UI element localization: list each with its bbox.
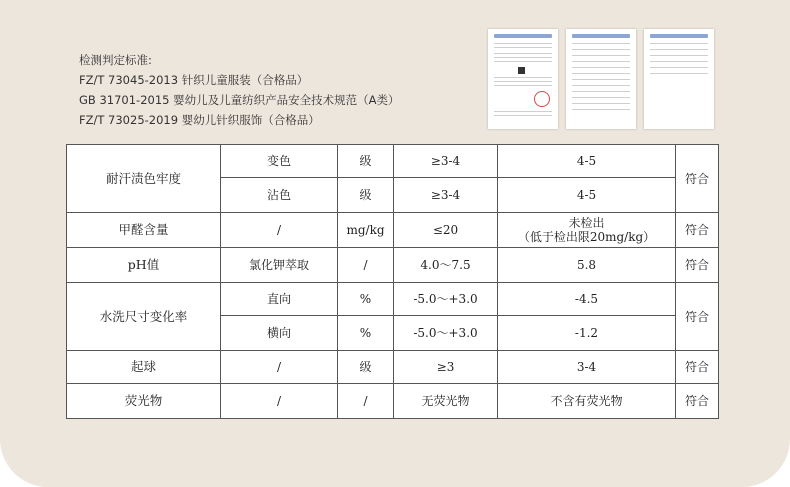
sub-item-cell: 氯化钾萃取: [221, 248, 338, 283]
unit-cell: 级: [338, 145, 394, 178]
result-cell: [498, 213, 676, 248]
result-cell: -4.5: [498, 283, 676, 316]
sub-item-cell: /: [221, 351, 338, 384]
standard-cell: -5.0～+3.0: [394, 283, 498, 316]
result-cell: 4-5: [498, 145, 676, 178]
qr-code-icon: [518, 67, 525, 74]
standard-line: FZ/T 73045-2013 针织儿童服装（合格品）: [79, 73, 309, 87]
seal-stamp-icon: [534, 91, 550, 107]
test-item-cell: 耐汗渍色牢度: [67, 145, 221, 213]
table-row: [67, 351, 719, 384]
report-thumbnail-3[interactable]: [644, 29, 714, 129]
table-row: [67, 384, 719, 419]
result-line: 未检出: [568, 216, 605, 230]
standard-cell: 无荧光物: [394, 384, 498, 419]
verdict-cell: 符合: [676, 283, 719, 351]
table-row: [67, 248, 719, 283]
standard-cell: -5.0～+3.0: [394, 316, 498, 351]
sub-item-cell: 直向: [221, 283, 338, 316]
test-item-cell: 水洗尺寸变化率: [67, 283, 221, 351]
standard-cell: 4.0～7.5: [394, 248, 498, 283]
result-cell: 5.8: [498, 248, 676, 283]
result-cell: -1.2: [498, 316, 676, 351]
unit-cell: 级: [338, 351, 394, 384]
unit-cell: mg/kg: [338, 213, 394, 248]
verdict-cell: 符合: [676, 351, 719, 384]
standard-line: FZ/T 73025-2019 婴幼儿针织服饰（合格品）: [79, 113, 320, 127]
unit-cell: %: [338, 283, 394, 316]
result-cell: 3-4: [498, 351, 676, 384]
verdict-cell: 符合: [676, 248, 719, 283]
table-row: [67, 283, 719, 316]
test-item-cell: 起球: [67, 351, 221, 384]
test-item-cell: 甲醛含量: [67, 213, 221, 248]
unit-cell: /: [338, 384, 394, 419]
table-row: [67, 145, 719, 178]
sub-item-cell: 沾色: [221, 178, 338, 213]
standard-cell: ≤20: [394, 213, 498, 248]
standard-cell: ≥3-4: [394, 145, 498, 178]
unit-cell: 级: [338, 178, 394, 213]
sub-item-cell: 变色: [221, 145, 338, 178]
verdict-cell: 符合: [676, 213, 719, 248]
sub-item-cell: /: [221, 384, 338, 419]
sub-item-cell: /: [221, 213, 338, 248]
result-note: （低于检出限20mg/kg）: [517, 230, 656, 244]
standards-block: [79, 50, 399, 130]
standard-cell: ≥3: [394, 351, 498, 384]
standards-heading: 检测判定标准:: [79, 53, 152, 67]
standard-cell: ≥3-4: [394, 178, 498, 213]
unit-cell: /: [338, 248, 394, 283]
result-cell: 不含有荧光物: [498, 384, 676, 419]
standard-line: GB 31701-2015 婴幼儿及儿童纺织产品安全技术规范（A类）: [79, 93, 400, 107]
verdict-cell: 符合: [676, 384, 719, 419]
report-thumbnail-1[interactable]: [488, 29, 558, 129]
result-cell: 4-5: [498, 178, 676, 213]
verdict-cell: 符合: [676, 145, 719, 213]
test-results-table: [66, 144, 719, 419]
test-item-cell: pH值: [67, 248, 221, 283]
unit-cell: %: [338, 316, 394, 351]
sub-item-cell: 横向: [221, 316, 338, 351]
report-thumbnail-2[interactable]: [566, 29, 636, 129]
table-row: [67, 213, 719, 248]
test-item-cell: 荧光物: [67, 384, 221, 419]
